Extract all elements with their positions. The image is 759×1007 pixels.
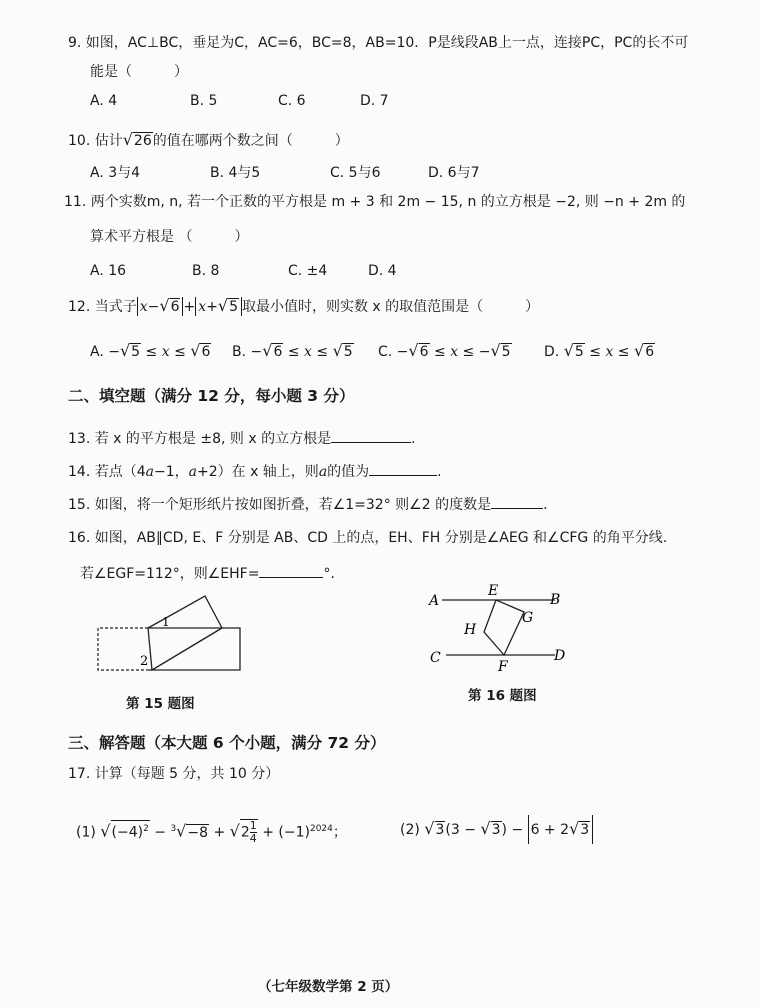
fig16-label-a: A (429, 593, 440, 609)
fig15-flap (148, 596, 222, 670)
q17-part2: (2) √3(3 − √3) − 6 + 2√3 (400, 815, 593, 844)
fig16-label-c: C (430, 650, 441, 666)
fig16-quad (484, 600, 524, 655)
q10-option-b: B. 4与5 (210, 165, 261, 181)
fig16-label-g: G (522, 610, 534, 626)
fig16-label-h: H (464, 622, 477, 638)
q17-part1: (1) $√(-4)^2 - ^3√-8 + √2$ $\frac{1}{4}$ + $(-1)^{2024}$； (76, 819, 347, 846)
q9-option-d: D. 7 (360, 93, 389, 109)
q10-radicand: 26 (133, 133, 152, 149)
page-footer: （七年级数学第 2 页） (258, 979, 399, 995)
q10-option-d: D. 6与7 (428, 165, 480, 181)
q9-line1: 9. 如图，AC⊥BC，垂足为C，AC=6，BC=8，AB=10．P是线段AB上一点，连接PC，PC的长不可 (68, 35, 689, 51)
fig16-caption: 第 16 题图 (468, 688, 537, 704)
figure-16 (420, 580, 580, 680)
q12-abs1: x−√6 (137, 297, 184, 316)
q9-option-a: A. 4 (90, 93, 118, 109)
fig16-label-e: E (488, 583, 499, 599)
q12-abs2: x+√5 (195, 297, 242, 316)
q9-option-c: C. 6 (278, 93, 306, 109)
q13: 13. 若 x 的平方根是 ±8, 则 x 的立方根是 . (68, 428, 416, 448)
q14: 14. 若点（4a−1，a+2）在 x 轴上，则a的值为 . (68, 461, 442, 481)
q11-option-d: D. 4 (368, 263, 397, 279)
section-3-title: 三、解答题（本大题 6 个小题，满分 72 分） (68, 734, 386, 752)
q11-line2: 算术平方根是 （ ） (90, 229, 249, 245)
figure-15 (90, 588, 250, 688)
q11-option-c: C. ±4 (288, 263, 328, 279)
q9-line2: 能是（ ） (90, 64, 188, 80)
fig15-caption: 第 15 题图 (126, 696, 195, 712)
q12-option-a: A. −√5 ≤ x ≤ √6 (90, 341, 211, 360)
fig15-angle2: 2 (140, 654, 149, 669)
q12-option-b: B. −√6 ≤ x ≤ √5 (232, 341, 353, 360)
q16-line1: 16. 如图，AB∥CD, E、F 分别是 AB、CD 上的点，EH、FH 分别是∠AEG 和∠CFG 的角平分线. (68, 530, 668, 546)
q11-option-b: B. 8 (192, 263, 220, 279)
q16-line2: 若∠EGF=112°，则∠EHF= °． (80, 563, 344, 583)
q10-option-a: A. 3与4 (90, 165, 141, 181)
fig16-label-f: F (498, 659, 508, 675)
q15: 15. 如图，将一个矩形纸片按如图折叠，若∠1=32° 则∠2 的度数是 . (68, 494, 548, 514)
q12-option-d: D. √5 ≤ x ≤ √6 (544, 341, 655, 360)
fig16-label-b: B (550, 592, 561, 608)
q17-title: 17. 计算（每题 5 分，共 10 分） (68, 766, 280, 782)
q10-stem: 10. 估计√26的值在哪两个数之间（ ） (68, 130, 349, 149)
q11-option-a: A. 16 (90, 263, 127, 279)
section-2-title: 二、填空题（满分 12 分，每小题 3 分） (68, 387, 355, 405)
fig16-label-d: D (554, 648, 566, 664)
q12-option-c: C. −√6 ≤ x ≤ −√5 (378, 341, 511, 360)
q10-option-c: C. 5与6 (330, 165, 381, 181)
q12-stem: 12. 当式子 x−√6 + x+√5 取最小值时，则实数 x 的取值范围是（ ） (68, 296, 540, 315)
q11-line1: 11. 两个实数m, n, 若一个正数的平方根是 m + 3 和 2m − 15, n 的立方根是 −2, 则 −n + 2m 的 (64, 194, 686, 210)
fig15-angle1: 1 (162, 615, 170, 629)
q9-option-b: B. 5 (190, 93, 218, 109)
